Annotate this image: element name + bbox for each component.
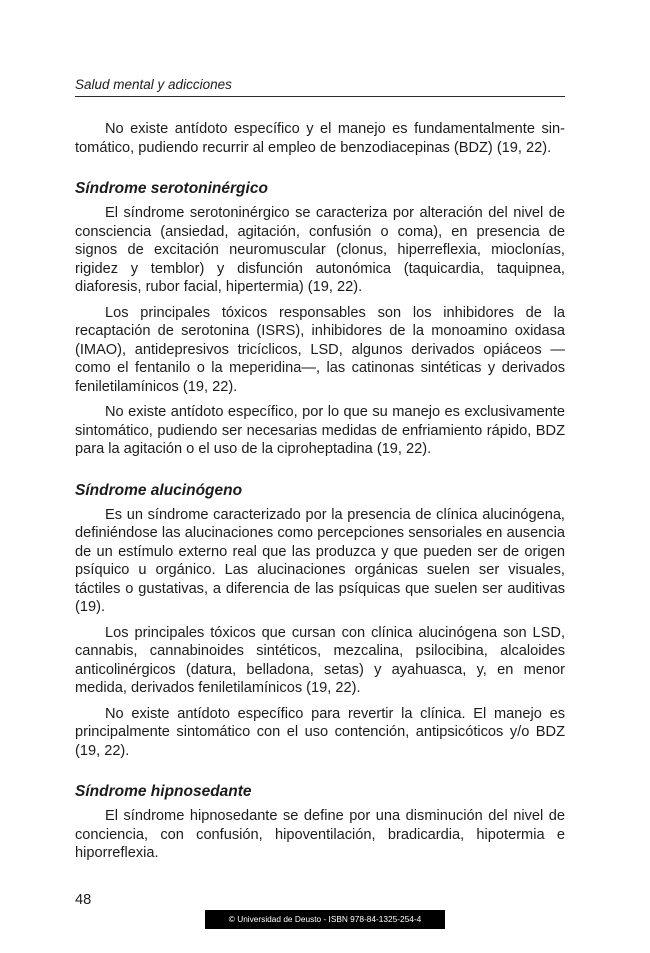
paragraph: El síndrome serotoninérgico se caracteriza por alteración del nivel de consciencia (ansiedad, agitación, confusión o coma), en presencia de signos de excitación neuromuscular (clonus, hiperreflexia, mioclonías, rigidez y temblor) y disfunción autonómica (taquicardia, taquipnea, diaforesis, rubor facial, hipertermia) (19, 22). (75, 205, 565, 295)
paragraph: No existe antídoto específico y el manejo es fundamentalmente sintomático, pudiendo recurrir al empleo de benzodiacepinas (BDZ) (19, 22). (75, 121, 565, 156)
section-title-alucinogeno: Síndrome alucinógeno (75, 481, 243, 499)
running-header: Salud mental y adicciones (75, 76, 565, 97)
copyright-badge: © Universidad de Deusto - ISBN 978-84-1325-254-4 (205, 910, 445, 929)
document-page (75, 0, 565, 953)
paragraph: No existe antídoto específico, por lo que su manejo es exclusivamente sintomático, pudiendo ser necesarias medidas de enfriamiento rápido, BDZ para la agitación o el uso de la ciproheptadina (19, 22). (75, 404, 565, 457)
paragraph: No existe antídoto específico para revertir la clínica. El manejo es principalmente sintomático con el uso contención, antipsicóticos y/o BDZ (19, 22). (75, 705, 565, 759)
paragraph: Los principales tóxicos que cursan con clínica alucinógena son LSD, cannabis, cannabinoides sintéticos, mezcalina, psilocibina, alcaloides anticolinérgicos (datura, belladona, setas) y ayahuasca, y, en menor medida, derivados feniletilamínicos (19, 22). (75, 624, 565, 696)
section-title-hipnosedante: Síndrome hipnosedante (75, 783, 252, 800)
section-title-serotoninergico: Síndrome serotoninérgico (75, 180, 268, 197)
paragraph: El síndrome hipnosedante se define por una disminución del nivel de conciencia, con confusión, hipoventilación, bradicardia, hipotermia e hiporreflexia. (75, 808, 565, 861)
paragraph: Es un síndrome caracterizado por la presencia de clínica alucinógena, definiéndose las alucinaciones como percepciones sensoriales en ausencia de un estímulo externo real que las produzca y que pueden ser de origen psíquico u orgánico. Las alucinaciones orgánicas suelen ser visuales, táctiles o gustativas, a diferencia de las psíquicas que suelen ser auditivas (19). (75, 506, 565, 615)
page-number: 48 (75, 892, 92, 908)
paragraph: Los principales tóxicos responsables son los inhibidores de la recaptación de serotonina (ISRS), inhibidores de la monoamino oxidasa (IMAO), antidepresivos tricíclicos, LSD, algunos derivados opiáceos —como el fentanilo o la meperidina—, las catinonas sintéticas y derivados feniletilamínicos (19, 22). (75, 304, 565, 395)
body-text (75, 120, 565, 870)
